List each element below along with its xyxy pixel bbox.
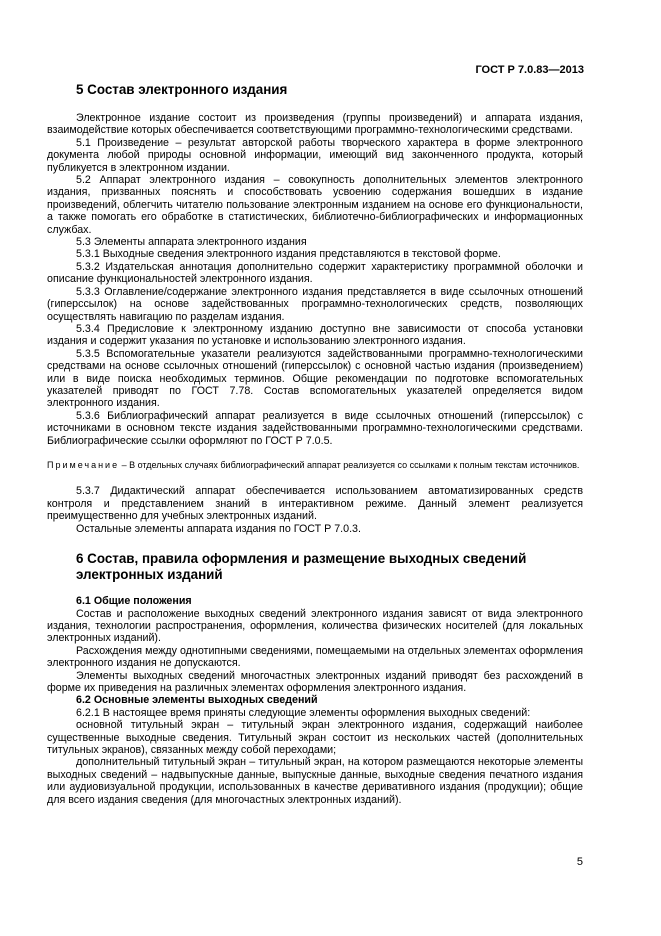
paragraph: Электронное издание состоит из произведения (группы произведений) и аппарата издания, взаимодействие которых обеспечивается соответствующими программно-технологическими средствами. <box>47 112 583 137</box>
paragraph: 5.2 Аппарат электронного издания – совокупность дополнительных элементов электронного издания, призванных пояснять и способствовать усвоению содержания вошедших в издание произведений, облегчить читателю пользование электронным изданием на основе его функциональности, а также помогать его обработке в статистических, библиотечно-библиографических и информационных службах. <box>47 174 583 236</box>
paragraph: 5.3.7 Дидактический аппарат обеспечивается использованием автоматизированных средств контроля и представлением знаний в интерактивном режиме. Данный элемент реализуется преимущественно для учебных электронных изданий. <box>47 485 583 523</box>
section-6-title <box>76 551 583 583</box>
standard-number-header: ГОСТ Р 7.0.83—2013 <box>475 64 584 76</box>
paragraph: 6.2.1 В настоящее время приняты следующие элементы оформления выходных сведений: <box>76 706 531 719</box>
paragraph: 5.3.4 Предисловие к электронному изданию доступно вне зависимости от способа установки издания и содержит указания по установке и использованию электронного издания. <box>47 322 583 348</box>
paragraph: основной титульный экран – титульный экран электронного издания, содержащий наиболее существенные выходные сведения. Титульный экран состоит из нескольких частей (дополнительных титульных экранов), связанных между собой переходами; <box>47 719 583 756</box>
subsection-6-2-title: 6.2 Основные элементы выходных сведений <box>76 694 318 707</box>
section-6-title-line2: электронных изданий <box>76 567 223 583</box>
note-label: Примечание <box>47 459 120 470</box>
paragraph: Состав и расположение выходных сведений электронного издания зависят от вида электронного издания, технологии распространения, оформления, количества физических носителей (для локальных электронных изданий). <box>47 607 583 645</box>
page-number: 5 <box>576 856 583 868</box>
paragraph: 5.3.3 Оглавление/содержание электронного издания представляется в виде ссылочных отношений (гиперссылок) на основе задействованных программно-технологических средств, позволяющих осуществлять навигацию по разделам издания. <box>47 285 583 323</box>
note <box>47 460 583 472</box>
section-5-title: 5 Состав электронного издания <box>76 82 288 97</box>
paragraph: 5.1 Произведение – результат авторской работы творческого характера в форме электронного документа любой природы основной информации, имеющий вид законченного продукта, который публикуется в электронном издании. <box>47 136 583 174</box>
paragraph: дополнительный титульный экран – титульный экран, на котором размещаются некоторые элементы выходных сведений – надвыпускные данные, выпускные данные, выходные сведения печатного издания или аудиовизуальной продукции, использованных в качестве деривативного издания (продукции); общие для всего издания сведения (для многочастных электронных изданий). <box>47 756 583 806</box>
paragraph: Элементы выходных сведений многочастных электронных изданий приводят без расхождений в форме их приведения на различных элементах оформления электронного издания. <box>47 669 583 694</box>
paragraph: 5.3.1 Выходные сведения электронного издания представляются в текстовой форме. <box>76 248 501 261</box>
paragraph: Расхождения между однотипными сведениями, помещаемыми на отдельных элементах оформления электронного издания не допускаются. <box>47 644 583 670</box>
paragraph: 5.3.2 Издательская аннотация дополнительно содержит характеристику программной оболочки и описание функциональностей электронного издания. <box>47 260 583 286</box>
paragraph: 5.3.5 Вспомогательные указатели реализуются задействованными программно-технологическими средствами на основе ссылочных отношений (гиперссылок) с основной частью издания (произведением) или в виде поиска необходимых терминов. Общие рекомендации по подготовке вспомогательных указателей приводят по ГОСТ 7.78. Состав вспомогательных указателей определяется видом электронного издания. <box>47 347 583 410</box>
paragraph: 5.3 Элементы аппарата электронного издания <box>76 236 307 249</box>
paragraph: Остальные элементы аппарата издания по ГОСТ Р 7.0.3. <box>76 522 361 535</box>
section-6-title-line1: 6 Состав, правила оформления и размещение выходных сведений <box>76 551 527 567</box>
page-body <box>47 82 583 806</box>
paragraph: 5.3.6 Библиографический аппарат реализуется в виде ссылочных отношений (гиперссылок) с источниками в основном тексте издания задействованными программно-технологическими средствами. Библиографические ссылки оформляют по ГОСТ Р 7.0.5. <box>47 409 583 447</box>
note-text: – В отдельных случаях библиографический аппарат реализуется со ссылками к полным текстам источников. <box>119 459 580 470</box>
subsection-6-1-title: 6.1 Общие положения <box>76 595 192 608</box>
